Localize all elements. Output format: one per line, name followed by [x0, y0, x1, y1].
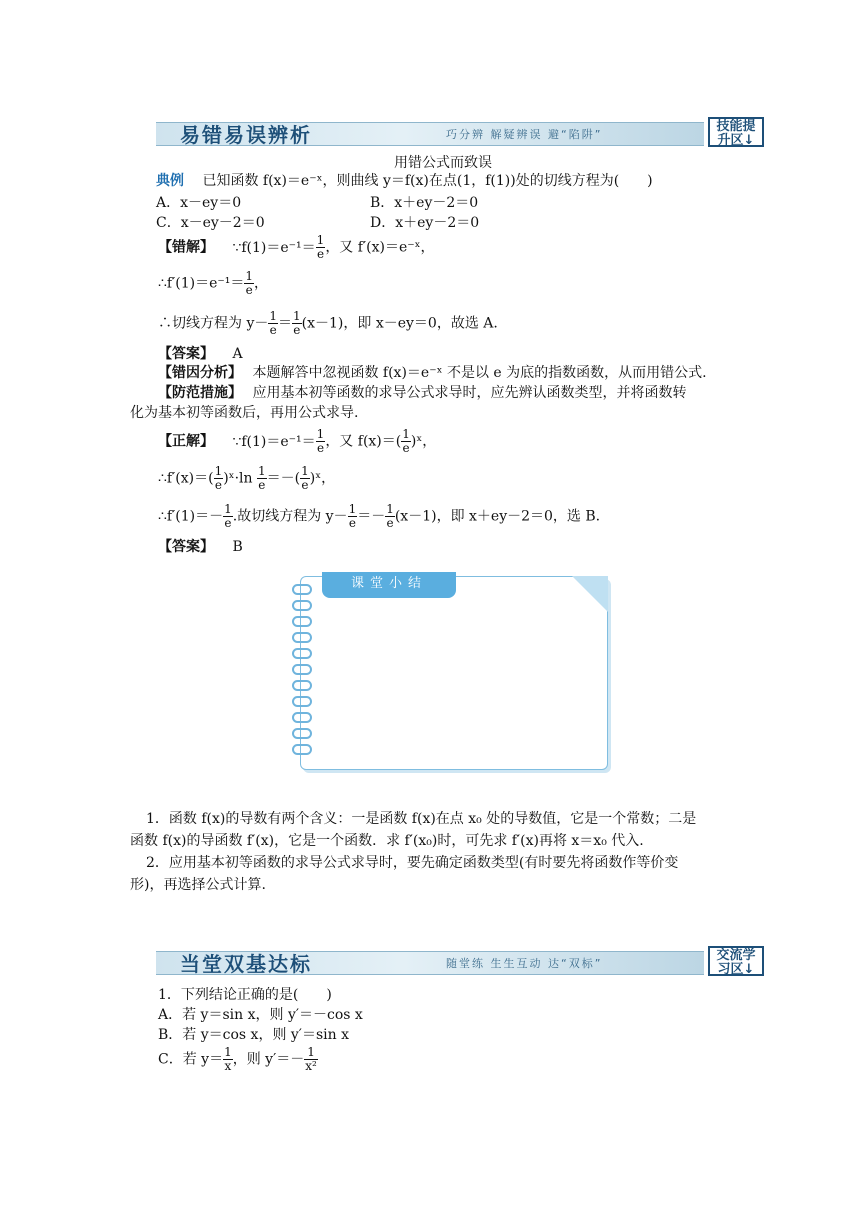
summary-tab: 课堂小结 [322, 572, 456, 598]
option-b: B．x＋ey－2＝0 [370, 195, 479, 211]
frac-num: 1 [224, 1045, 232, 1059]
frac-num: 1 [214, 464, 223, 478]
fraction [316, 234, 326, 261]
fraction [401, 428, 411, 455]
frac-den: e [224, 516, 232, 530]
frac-den: x [224, 1059, 232, 1073]
fraction [348, 503, 358, 530]
fraction [385, 503, 395, 530]
exercise-question: 1．下列结论正确的是( ) [158, 987, 332, 1003]
wrong-text-2: ∴f′(1)＝e⁻¹＝ [158, 275, 245, 292]
wrong-text-3b: ＝ [278, 315, 292, 332]
wrong-line-2: ∴f′(1)＝e⁻¹＝ $\frac{1}{e}$ ， [158, 269, 269, 297]
fraction [257, 465, 267, 492]
correct-text-2b: )ˣ·ln [223, 470, 257, 487]
banner-subtitle: 随堂练 生生互动 达“双标” [446, 957, 603, 970]
frac-den: e [301, 478, 309, 492]
fraction [268, 310, 278, 337]
example-label: 典例 [156, 173, 184, 189]
frac-den: e [316, 247, 325, 261]
frac-num: 1 [269, 309, 277, 323]
section-banner-errors [156, 117, 764, 147]
banner-subtitle: 巧分辨 解疑辨误 避“陷阱” [446, 128, 603, 141]
option-a: A．x－ey＝0 [156, 195, 242, 211]
frac-num: 1 [402, 427, 410, 441]
notebook-page [300, 576, 608, 770]
fraction [214, 465, 224, 492]
correct-label: 【正解】 [158, 433, 214, 450]
tag-line-1: 技能提 [716, 119, 756, 134]
correct-text-3a: ∴f′(1)＝－ [158, 508, 224, 525]
exercise-option-a: A．若 y＝sin x，则 y′＝－cos x [158, 1007, 363, 1023]
fraction [300, 465, 310, 492]
prevent-label: 【防范措施】 [158, 385, 242, 401]
prevent-text-1: 应用基本初等函数的求导公式求导时，应先辨认函数类型，并将函数转 [252, 385, 687, 401]
tag-line-2: 习区↓ [717, 962, 755, 977]
banner-tag [708, 117, 764, 147]
correct-text-1c: )ˣ， [410, 433, 437, 450]
fraction [316, 428, 326, 455]
answer-1 [158, 343, 243, 363]
ring-icon [292, 648, 312, 659]
fraction [292, 310, 302, 337]
summary-p1-line1: 1．函数 f(x)的导数有两个含义：一是函数 f(x)在点 x₀ 处的导数值，它是一个常数；二是 [146, 811, 697, 827]
ring-icon [292, 696, 312, 707]
ring-icon [292, 616, 312, 627]
ring-icon [292, 632, 312, 643]
banner-title: 当堂双基达标 [180, 952, 312, 976]
banner-title: 易错易误辨析 [180, 123, 312, 147]
option-d: D．x＋ey－2＝0 [370, 215, 480, 231]
example-line [156, 170, 653, 190]
tag-line-2: 升区↓ [717, 133, 755, 148]
frac-den: e [386, 516, 394, 530]
prevention-line-1 [158, 382, 686, 402]
answer-label: 【答案】 [158, 346, 214, 362]
fraction [223, 503, 233, 530]
ring-icon [292, 584, 312, 595]
example-question: 已知函数 f(x)＝e⁻ˣ，则曲线 y＝f(x)在点(1，f(1))处的切线方程为( ) [202, 173, 653, 189]
summary-p2-line1: 2．应用基本初等函数的求导公式求导时，要先确定函数类型(有时要先将函数作等价变 [146, 855, 679, 871]
correct-text-2d: )ˣ， [309, 470, 336, 487]
frac-den: e [269, 323, 277, 337]
prevention-line-2: 化为基本初等函数后，再用公式求导. [130, 405, 359, 421]
correct-text-2a: ∴f′(x)＝( [158, 470, 214, 487]
exercise-option-c [158, 1046, 318, 1073]
correct-text-3c: ＝－ [357, 508, 386, 525]
wrong-label: 【错解】 [158, 239, 214, 256]
ring-icon [292, 664, 312, 675]
correct-line-2 [158, 465, 335, 492]
error-analysis [158, 362, 707, 382]
ring-icon [292, 712, 312, 723]
answer-value: A [232, 346, 243, 362]
wrong-line-1 [158, 234, 435, 261]
answer-value: B [232, 539, 243, 555]
analysis-label: 【错因分析】 [158, 365, 242, 381]
ring-icon [292, 600, 312, 611]
summary-notebook [286, 570, 608, 770]
summary-p2-line2: 形)，再选择公式计算. [130, 877, 266, 893]
fraction [223, 1046, 233, 1073]
wrong-text-1b: ，又 f′(x)＝e⁻ˣ， [325, 239, 435, 256]
tag-line-1: 交流学 [716, 948, 756, 963]
wrong-text-3a: ∴切线方程为 y－ [158, 315, 269, 332]
section-banner-practice [156, 946, 764, 976]
correct-text-3d: (x－1)，即 x＋ey－2＝0，选 B. [394, 508, 601, 525]
option-c: C．x－ey－2＝0 [156, 215, 265, 231]
frac-den: e [258, 478, 266, 492]
frac-num: 1 [258, 464, 266, 478]
frac-num: 1 [316, 233, 325, 247]
frac-den: x² [305, 1059, 317, 1073]
correct-text-2c: ＝－( [266, 470, 301, 487]
summary-p1-line2: 函数 f(x)的导函数 f′(x)，它是一个函数．求 f′(x₀)时，可先求 f′(x)再将 x＝x₀ 代入. [130, 833, 644, 849]
frac-num: 1 [316, 427, 325, 441]
frac-num: 1 [301, 464, 309, 478]
page-curl-icon [572, 576, 608, 612]
wrong-line-3 [158, 310, 498, 337]
frac-num: 1 [293, 309, 301, 323]
correct-line-1 [158, 428, 436, 455]
answer-2 [158, 536, 243, 556]
frac-num: 1 [386, 502, 394, 516]
analysis-text: 本题解答中忽视函数 f(x)＝e⁻ˣ 不是以 e 为底的指数函数，从而用错公式. [252, 365, 707, 381]
banner-tag [708, 946, 764, 976]
wrong-text-1: ∵f(1)＝e⁻¹＝ [232, 239, 316, 256]
correct-line-3 [158, 503, 600, 530]
frac-den: e [316, 441, 325, 455]
frac-num: 1 [348, 502, 357, 516]
exercise-option-b: B．若 y＝cos x，则 y′＝sin x [158, 1027, 350, 1043]
answer-label: 【答案】 [158, 539, 214, 555]
section-title: 用错公式而致误 [394, 155, 492, 171]
frac-num: 1 [304, 1046, 318, 1060]
correct-text-1: ∵f(1)＝e⁻¹＝ [232, 433, 316, 450]
ring-icon [292, 680, 312, 691]
correct-text-3b: .故切线方程为 y－ [232, 508, 348, 525]
correct-text-1b: ，又 f(x)＝( [325, 433, 402, 450]
frac-den: e [293, 323, 301, 337]
frac-den: e [402, 441, 410, 455]
frac-den: e [214, 478, 222, 492]
exercise-c-text-a: C．若 y＝ [158, 1051, 224, 1068]
frac-num: 1 [245, 269, 254, 283]
ring-icon [292, 744, 312, 755]
ring-icon [292, 728, 312, 739]
wrong-text-3c: (x－1)，即 x－ey＝0，故选 A. [301, 315, 498, 332]
exercise-c-text-b: ，则 y′＝－ [232, 1051, 305, 1068]
fraction [304, 1046, 318, 1073]
frac-den: e [245, 283, 253, 297]
fraction [244, 270, 254, 297]
frac-num: 1 [224, 502, 232, 516]
frac-den: e [348, 516, 356, 530]
